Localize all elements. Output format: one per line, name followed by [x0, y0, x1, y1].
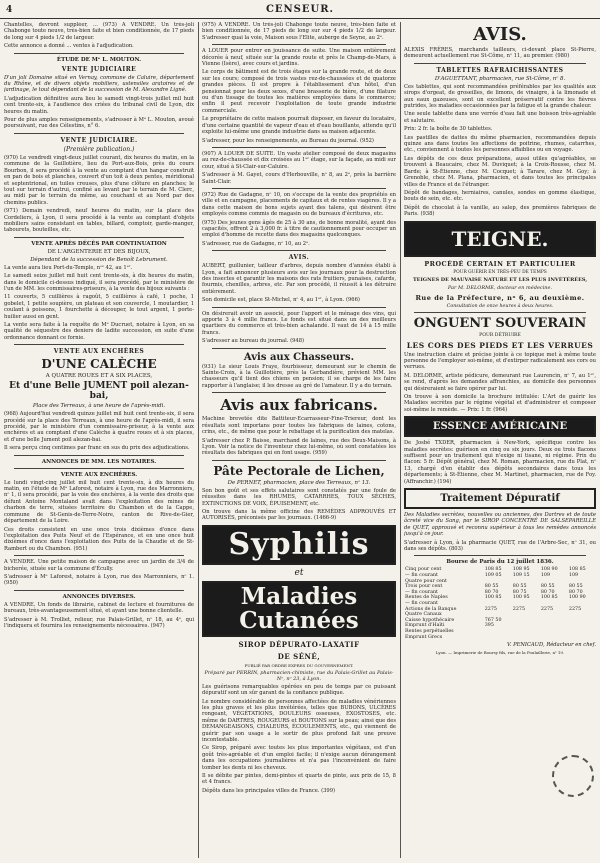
divider [14, 555, 184, 556]
column-divider [400, 22, 401, 858]
headline: Syphilis [228, 526, 370, 562]
headline: TEIGNE. [451, 226, 549, 251]
section-title: DE SÉNÉ, [277, 651, 321, 661]
section-title: Bourse de Paris du 12 juillet 1836. [446, 559, 554, 566]
section-title: TABLETTES RAFRAICHISSANTES [436, 66, 564, 74]
section-title: ANNONCES DE MM. LES NOTAIRES. [41, 458, 157, 465]
text: On désirerait avoir un associé, pour l'apport et le ménage des vins, qui apporte 3 à 4 mille francs. Le fonds est situé dans un des meilleurs quartiers du commerce et très-bien achalandé. Il vaut de 14 à 15 mille francs. [202, 310, 396, 336]
headline: AVIS. [473, 24, 527, 45]
divider [414, 555, 586, 556]
text: Les guérisons remarquables opérées en peu de temps par ce puissant dépuratif sont un sûr garant de la confiance publique. [202, 683, 396, 697]
text: A VENDRE. Un fonds de librairie, cabinet de lecture et fournitures de bureaux, très-avantageusement situé, et ayant une bonne clientelle. [4, 601, 194, 615]
section-subtitle: De PERNET, pharmacien, place des Terreaux, nᵒ 13. [227, 479, 371, 486]
column-divider [198, 22, 199, 858]
text: AUBERT, guillunier, tailleur d'arbres, depuis nombre d'années établi à Lyon, a fait annoncer plusieurs avis sur les journaux pour la destruction des insectes et garantir les maisons des rats fruitiers, punaises, cafards, fourmis, chenilles, arbres, etc. Par son procédé, il réussit à les détruire entièrement. [202, 263, 396, 295]
text: (970) Le vendredi vingt-deux juillet courant, dix heures du matin, en la commune de la Guillotière, lieu du Port-aux-Bois, près du cours Bourbon, il sera procédé à la vente au comptant d'un hangar construit en pan de bois et planches, couvert d'un toit à deux pentes, méridional et septentrional, en tuiles creuses, plus d'une clôture en planches; le tout sur terrain d'autrui, confiné au levant par le terrain de M. Clerc, au midi par le terrain du même, au couchant et au Nord par des chemins publics. [4, 154, 194, 206]
section-subtitle: DE L'ARGENTERIE ET DES BIJOUX, [47, 248, 151, 255]
row-label: — fin courant [405, 589, 438, 595]
price-cell: 80 75 [512, 589, 527, 595]
text: Le samedi seize juillet mil huit cent trente-six, à dix heures du matin, dans le domicile ci-dessus indiqué, il sera procédé, par le ministère de l'un de MM. les commissaires-priseurs, à la vente des bijoux suivants : [4, 273, 194, 292]
divider [14, 237, 184, 238]
section-subtitle: (Première publication.) [63, 145, 135, 153]
text: (907) A LOUER DE SUITE. Un vaste atelier composé de deux magasins au rez-de-chaussée et dix croisées au 1ᵉʳ étage, sur la façade, au midi sur cour, situé à St-Clair-sur-Caluire. [202, 150, 396, 170]
section-title: VENTE AUX ENCHÈRES. [60, 471, 138, 478]
text: A LOUER pour entrer en jouissance de suite. Une maison entièrement décorée à neuf, située sur la grande route et près le Champ-de-Mars, à Vienne (Isère), avec cours et jardins. [202, 48, 396, 68]
text: S'adresser à M. Trolliet, relieur, rue Palais-Grillet, nᵒ 18, au 4ᵉ, qui l'indiquera et fournira les renseignements nécessaires. (947) [4, 616, 194, 629]
price-cell: 100 95 [512, 595, 530, 601]
text: L'adjudication définitive aura lieu le samedi vingt-trois juillet mil huit cent trente-six, à l'audience des criées du tribunal civil de Lyon, dix heures du matin. [4, 95, 194, 115]
text: Le nombre considérable de personnes affectées de maladies vénériennes les plus graves et les plus invétérées, telles que BUBONS, ULCÈRES rongeant, VÉGÉTATIONS, DOULEURS osseuses, EXOSTOSES, etc. même de DARTRES, ROUGEURS et BOUTONS sur la peau; ainsi que des DEMANGEAISONS, CHALEURS, ÉCOULEMENTS, etc., qui viennent de guérir par son usage a le sortir de plus profond fait une preuve incontestable. [202, 698, 396, 743]
row-label: Trois pour cent [405, 584, 443, 590]
section-subtitle: Consultation de onze heures à deux heures. [446, 303, 554, 309]
divider [414, 63, 586, 64]
section-title: PROCÉDÉ CERTAIN ET PARTICULIER [424, 259, 576, 268]
stamp-icon [552, 755, 594, 797]
section-title: LES CORS DES PIEDS ET LES VERRUES [406, 340, 594, 350]
page-number: 4 [6, 5, 13, 15]
section-subtitle: A QUATRE ROUES ET A SIX PLACES, [45, 373, 153, 380]
text: Chantelles, devront suppléer, ... (973) A VENDRE. Un très-joli Chabonge toute neuve, très-bien faite et bien conditionnée, de 17 pieds de long sur 4 pieds 1/2 de largeur. [4, 22, 194, 41]
price-cell: 80 55 [568, 584, 583, 590]
masthead: CENSEUR. [265, 4, 335, 15]
column-3 [404, 22, 596, 858]
section-title: VENTE JUDICIAIRE. [60, 136, 138, 144]
row-label: Rentes perpétuelles [405, 629, 454, 634]
headline: ESSENCE AMÉRICAINE [432, 421, 568, 433]
section-subtitle: Rue de la Préfecture, nᵒ 6, au deuxième. [415, 293, 585, 302]
text: Son bon goût et ses effets salutaires sont constatés par une foule de réussites dans les RHUMES, CATARRHES, TOUX SÈCHES, EXTINCTIONS DE VOIX, ÉPUISEMENT, etc. [202, 487, 396, 507]
table-row [404, 635, 596, 641]
price-cell: 2275 [484, 606, 497, 612]
divider [212, 44, 386, 45]
text: (968) Aujourd'hui vendredi quinze juillet mil huit cent trente-six, il sera procédé sur la place des Terreaux, à une heure de l'après-midi, il sera procédé, par le ministère d'un commissaire-priseur, à la vente aux enchères et au comptant d'une Calèche à quatre roues et à six places, et d'une belle Jument poil alezan-bai. [4, 411, 194, 443]
section-subtitle: POUR GUÉRIR EN TRÈS-PEU DE TEMPS [453, 269, 547, 275]
headline: D'UNE CALÈCHE [41, 357, 157, 372]
maladies-banner [202, 581, 396, 637]
section-subtitle: D'AGUETTANT, pharmacien, rue St-Côme, nᵒ 8. [434, 75, 566, 82]
text: Le corps de bâtiment est de trois étages sur la grande route, et de deux sur les cours; composé de trois vastes rez-de-chaussées et de quatorze grandes pièces. Il est propre à l'établissement d'un hôtel, d'un pensionnat pour les deux sexes, d'une brasserie de bière, d'une filature ou d'un tissage de toutes les matières employées dans le commerce; enfin il peut recevoir l'exploitation de toute grande industrie commerciale. [202, 69, 396, 114]
price-cell: 395 [484, 623, 494, 629]
text: S'adresser, rue de Gadagne, nᵒ 10, au 2ᵉ. [202, 240, 310, 247]
divider [414, 312, 586, 313]
column-1 [4, 22, 194, 858]
divider [14, 455, 184, 456]
text: On trouve à son domicile la brochure intitulée: L'Art de guérir les Maladies secrètes par le régime végétal et d'administrer et composer soi-même le remède. — Prix: 1 fr. (964) [404, 393, 596, 413]
price-cell: 108 90 [540, 567, 558, 573]
text: Une instruction claire et précise jointe à ce topique met à même toute personne de l'employer soi-même, et d'extirper radicalement ses cors ou verrues. [404, 351, 596, 371]
section-title: ANNONCES DIVERSES. [62, 593, 136, 600]
headline: Maladies Cutanées [239, 582, 359, 634]
signature: V. PENICAUD, Rédacteur en chef. [506, 642, 596, 649]
divider [212, 147, 386, 148]
price-cell: 109 [568, 573, 579, 579]
row-label: Quatre Canaux [405, 612, 442, 618]
text: Machine brevetée dite Battiteur-Ecarrasseur-Fine-Triereur, dont les résultats sont importans pour toutes les fabriques de laines, cotons, crins, etc., de même que pour le rebattage et la purification des matelas. [202, 416, 396, 436]
row-label: Quatre pour cent [405, 578, 447, 584]
text: Le lundi vingt-cinq juillet mil huit cent trente-six, à dix heures du matin, en l'étude de Mᵉ Laforest, notaire à Lyon, rue des Marronniers, nᵒ 1, il sera procédé, par la voie des enchères, à la vente des droits que défunt Antoine Montaland avait dans l'exploitation des mines de charbon de terre, situées territoire du Chambon et de la Cappe, commune de St-Genis-de-Terre-Noire, canton de Rive-de-Gier, département de la Loire. [4, 479, 194, 525]
row-label: Rentes de Naples [405, 595, 448, 601]
price-cell: 109 05 [484, 573, 502, 579]
divider [212, 460, 386, 461]
text: A VENDRE. Une petite maison de campagne avec un jardin de 3/4 de bicherée, située sur la commune d'Écully. [4, 559, 194, 572]
price-cell: 100 85 [540, 595, 558, 601]
section-title: ÉTUDE DE Mᵉ L. MOUTON. [56, 56, 142, 63]
headline: Avis aux fabricans. [220, 396, 378, 415]
text: Pour de plus amples renseignements, s'adresser à Mᵉ L. Mouton, avoué poursuivant, rue des Célestins, n° 6. [4, 117, 194, 130]
section-subtitle: Préparé par PERRIN, pharmacien-chimiste, rue du Palais-Grillet au Palais-Nᵒ, nᵒ 23, à Lyon. [204, 669, 394, 682]
essence-banner [404, 416, 596, 437]
text: Dépôts dans les principales villes de France. (399) [202, 787, 336, 794]
price-cell [568, 635, 596, 641]
price-cell: 767 50 [484, 617, 502, 623]
price-cell: 109 [540, 573, 551, 579]
row-label: Caisse hypothécaire [405, 617, 455, 623]
price-cell: 108 85 [568, 567, 586, 573]
section-title: SIROP DÉPURATO-LAXATIF [238, 639, 360, 649]
price-cell: 80 70 [540, 589, 555, 595]
text: (975) Des jeunes gens âgés de 25 à 30 ans, de bonne moralité, ayant des capacités, offrent 2 à 3,000 fr. à titre de cautionnement pour occuper un emploi d'homme de recette dans des magasins quelconques. [202, 219, 396, 239]
section-title: VENTE AUX ENCHÈRES [53, 348, 145, 356]
section-title: VENTE JUDICIAIRE [61, 65, 137, 73]
row-label: Emprunt Grecs [405, 634, 443, 640]
text: La vente aura lieu Port-du-Temple, nᵒˢ 42, au 1ᵉʳ. [4, 264, 133, 271]
row-label: Cinq pour cent [405, 567, 442, 573]
section-subtitle: Dépendant de la succession de Benoît Lebrument. [30, 256, 168, 263]
text: (975) A VENDRE. Un très-joli Chabonge toute neuve, très-bien faite et bien conditionnée, de 17 pieds de long sur sur 4 pieds 1/2 de largeur. S'adresser quai la voie, Maison sous l'Elite, auberge de Seyne, au 2ᵉ. [202, 22, 396, 41]
price-cell: 80 55 [540, 584, 555, 590]
section-subtitle: TEIGNES DE MAUVAISE NATURE ET LES PLUS INVÉTÉRÉES, [412, 276, 588, 283]
row-label: Emprunt d'Haïti [405, 623, 445, 629]
text: Il sera perçu cinq centimes par franc en sus du prix des adjudications. [4, 445, 190, 452]
text: M. DELORME, artiste pédicure, demeurant rue Laurencin, nᵒ 7, au 1ᵉʳ, se rend, d'après les demandes affranchies, au domicile des personnes qui désireraient se faire opérer par lui. [404, 372, 596, 392]
price-cell: 109 15 [512, 573, 530, 579]
text: La vente sera faite à la requête de Mᵉ Ducruet, notaire à Lyon, en sa qualité de séquestre des deniers de ladite succession, en suite d'une ordonnance donnant ce fornie. [4, 322, 194, 341]
price-cell: 100 90 [568, 595, 586, 601]
syphilis-banner [202, 525, 396, 565]
printer-line: Lyon. — Imprimerie de Boursy fils, rue de la Poulaillerie, nᵒ 19. [435, 650, 565, 656]
price-cell: 80 70 [568, 589, 583, 595]
text: ALEXIS FRÈRES, marchands tailleurs, ci-devant place St-Pierre, demeurent actuellement rue St-Côme, nᵒ 11, au premier. (980) [404, 47, 596, 60]
text: D'un joli Domaine situé en Vernay, commune de Caluire, département du Rhône, et de divers objets mobiliers, ustensiles aratoires et de jardinage, le tout dépendant de la succession de M. Alexandre Ligné. [4, 74, 194, 94]
price-cell: 80 70 [484, 589, 499, 595]
text: S'adresser à Mᵉ Laforest, notaire à Lyon, rue des Marronniers, nᵒ 1. (950) [4, 573, 194, 587]
text: Les dépôts de ces deux préparations, aussi utiles qu'agréables, se trouvent à Beaucaire, chez M. Duviquet; à la Croix-Rousse, chez M. Barde; à St-Étienne, chez M. Cocquet; à Tarare, chez M. Goy; à Grenoble, chez M. Plana, pharmacien, et dans toutes les principales villes de France et de l'étranger. [404, 155, 596, 188]
traitement-banner [404, 488, 596, 509]
section-subtitle: Place des Terreaux, à une heure de l'après-midi. [32, 403, 166, 410]
headline: ONGUENT SOUVERAIN [413, 315, 587, 331]
divider [212, 348, 386, 349]
text: Des Maladies secrètes, nouvelles ou anciennes, des Dartres et de toute âcreté vice du Sang, par le SIROP CONCENTRÉ DE SALSEPAREILLE de QUET, approuvé et reconnu supérieur à tous les remèdes annoncés jusqu'à ce jour. [404, 512, 596, 538]
text: Ces droits consistent en une once trois dixièmes d'once dans l'exploitation des Puits Neuf et de l'Espérance, et en une once huit dixièmes d'once dans l'exploitation des Puits de la Chaudie et de St-Rambert ou du Chambon. (951) [4, 526, 194, 552]
headline: Avis aux Chasseurs. [243, 351, 355, 363]
text: On trouve dans la même officine des REMÈDES ADPROUVÉS ET AUTORISÉS, préconisés par les journaux. (1466-9) [202, 508, 396, 522]
divider [14, 590, 184, 591]
section-subtitle: PUBLIÉ PAR ORDRE EXPRES DU GOUVERNEMENT. [244, 662, 354, 668]
price-cell: 80 55 [512, 584, 527, 590]
section-title: AVIS. [288, 254, 310, 262]
price-cell: 2275 [512, 606, 526, 612]
divider [14, 344, 184, 345]
price-cell: 108 95 [512, 567, 530, 573]
text: Il se débite par pintes, demi-pintes et quarts de pinte, aux prix de 15, 8 et 4 francs. [202, 773, 396, 786]
headline: Et d'une Belle JUMENT poil alezan-bai, [9, 381, 189, 402]
text: (972) Rue de Gadagne, nᵒ 10, on s'occupe de la vente des propriétés en ville et en campagne, placements de capitaux et de rentes viagères. Il y a dans cette maison de bons sujets ayant des talens, qui désirent être employés comme commis de magasin ou de bureaux d'écritures, etc. [202, 191, 396, 218]
price-cell: 2275 [540, 606, 554, 612]
section-subtitle: POUR DÉTRUIRE [479, 332, 521, 338]
text: Prix: 2 fr. la boîte de 30 tablettes. [404, 126, 493, 133]
text: Dépôt de chocolat à la vanille, au salep, des premières fabriques de Paris. (938) [404, 204, 596, 218]
divider [14, 53, 184, 54]
text: S'adresser à M. Gayet, cours d'Herbouville, nᵒ 8, au 2ᵉ, près la barrière Saint-Clair. [202, 172, 396, 185]
text: Cette annonce a donné ... ventes à l'adjudication. [4, 43, 134, 50]
section-title: VENTE APRÈS DÉCÈS PAR CONTINUATION [31, 240, 167, 247]
text: 11 couverts, 5 cuillières à ragoût, 5 cuillières à café, 1 poche, 1 gobelet, 1 petite soupière, un plateau et son couvercle, 1 moutardier, 1 coulant à poissons, 1 fourchette à découper, le tout argent, 1 porte-huilier aussi en gent. [4, 294, 194, 320]
divider [212, 188, 386, 189]
text: Dépôt de bandages, herniaires, canules, sondes en gomme élastique, bouts de sein, etc. etc. [404, 189, 596, 203]
text: Ces tablettes, qui sont recommandées préférables par les qualités aux sirops d'orgeat, de groseilles, de limons, de vinaigre, à la limonade et aux eaux gazeuses, sont un excellent préservatif contre les fièvres putrides, les maladies occasionnées par la fatigue et la grande chaleur. [404, 83, 596, 110]
page-header [0, 4, 600, 19]
divider [14, 133, 184, 134]
text: S'adresser chez P. Baisse, marchand de laines, rue des Deux-Maisons, à Lyon. Voir la notice de l'inventeur chez lui-même, où sont constatées les résultats des fabriques qui en font usage. (959) [202, 437, 396, 457]
price-cell [512, 635, 540, 641]
price-cell: 108 85 [484, 567, 502, 573]
price-cell: 100 85 [484, 595, 502, 601]
headline: Pâte Pectorale de Lichen, [213, 463, 385, 478]
text: Les pastilles de dattes du même pharmacien, recommandées depuis quinze ans dans toutes les affections de poitrine, rhumes, catarrhes, etc., conviennent à toutes les personnes affaiblies ou en voyage. [404, 134, 596, 154]
text: Le propriétaire de cette maison pourrait disposer, en faveur du locataire, d'une certaine quantité de vapeur d'eau et d'eau bouillante, attendu qu'il exploite lui-même une grande industrie dans sa maison adjacente. [202, 116, 396, 136]
text: De Josbé TXDER, pharmacien à New-York, spécifique contre les maladies secrètes: guérison en cinq ou six jours. Deux ou trois flacons suffisent pour un traitement qui n'exige ni tisane, ni régime. Prix du flacon: 5 fr. Dépôt général, chez M. Roman, pharmacien, rue du Plat, nᵒ 13, chargé d'en établir des dépôts secondaires dans tous les départements; à St-Étienne, chez M. Martinet, pharmacien, rue de Foy. (Affranchir.) (194) [404, 440, 596, 485]
divider [212, 250, 386, 251]
price-cell: 80 55 [484, 584, 499, 590]
row-label: Actions de la Banque [405, 606, 457, 612]
row-label: — fin courant [405, 601, 438, 607]
text: Ce Sirop, préparé avec toutes les plus importantes végétaux, est d'un goût très-agréable et d'un emploi facile; il n'exige aucun dérangement dans les occupations journalières et n'a pas l'inconvénient de faire tomber les dents ni les cheveux. [202, 745, 396, 771]
headline: Traitement Dépuratif [440, 493, 560, 505]
teigne-banner [404, 221, 596, 257]
price-cell: 2275 [568, 606, 582, 612]
text: S'adresser à Lyon, à la pharmacie QUET, rue de l'Arbre-Sec, nᵒ 31, ou dans ses dépôts. (803) [404, 539, 596, 553]
text: Une seule tablette dans une verrée d'eau fait une boisson très-agréable et salutaire. [404, 111, 596, 124]
row-label: — fin courant [405, 573, 438, 579]
price-cell [484, 635, 512, 641]
price-cell [540, 635, 568, 641]
text: (971) Demain vendredi, neuf heures du matin, sur la place des Cordeliers, à Lyon, il sera procédé à la vente au comptant d'objets mobiliers sains consistant en tables, billard, comptoir, garde-manger, tabourets, bouteilles, etc. [4, 208, 194, 234]
text: S'adresser, pour les renseignements, au Bureau du journal. (952) [202, 137, 374, 144]
headline-connector: et [294, 567, 304, 578]
divider [212, 392, 386, 393]
bourse-table [404, 567, 596, 640]
text: S'adresser au bureau du journal. (948) [202, 338, 305, 345]
divider [14, 468, 184, 469]
section-subtitle: Par M. DELORME, docteur en médecine. [447, 284, 553, 291]
text: (931) Le sieur Louis Fraye, fourbisseur, demeurant sur le chemin de Sainte-Croix, à la Guillotière, près la Gerbandière, prévient MM. les chasseurs qu'il tient des chiens en pension; il se charge de les faire rapporter à l'anglaise; il les dresse au gré de l'amateur. Il y a du terrain. [202, 363, 396, 389]
text: Son domicile est, place St-Michel, nᵒ 4, au 1ᵉʳ, à Lyon. (966) [202, 297, 360, 304]
divider [212, 307, 386, 308]
column-2 [202, 22, 396, 858]
